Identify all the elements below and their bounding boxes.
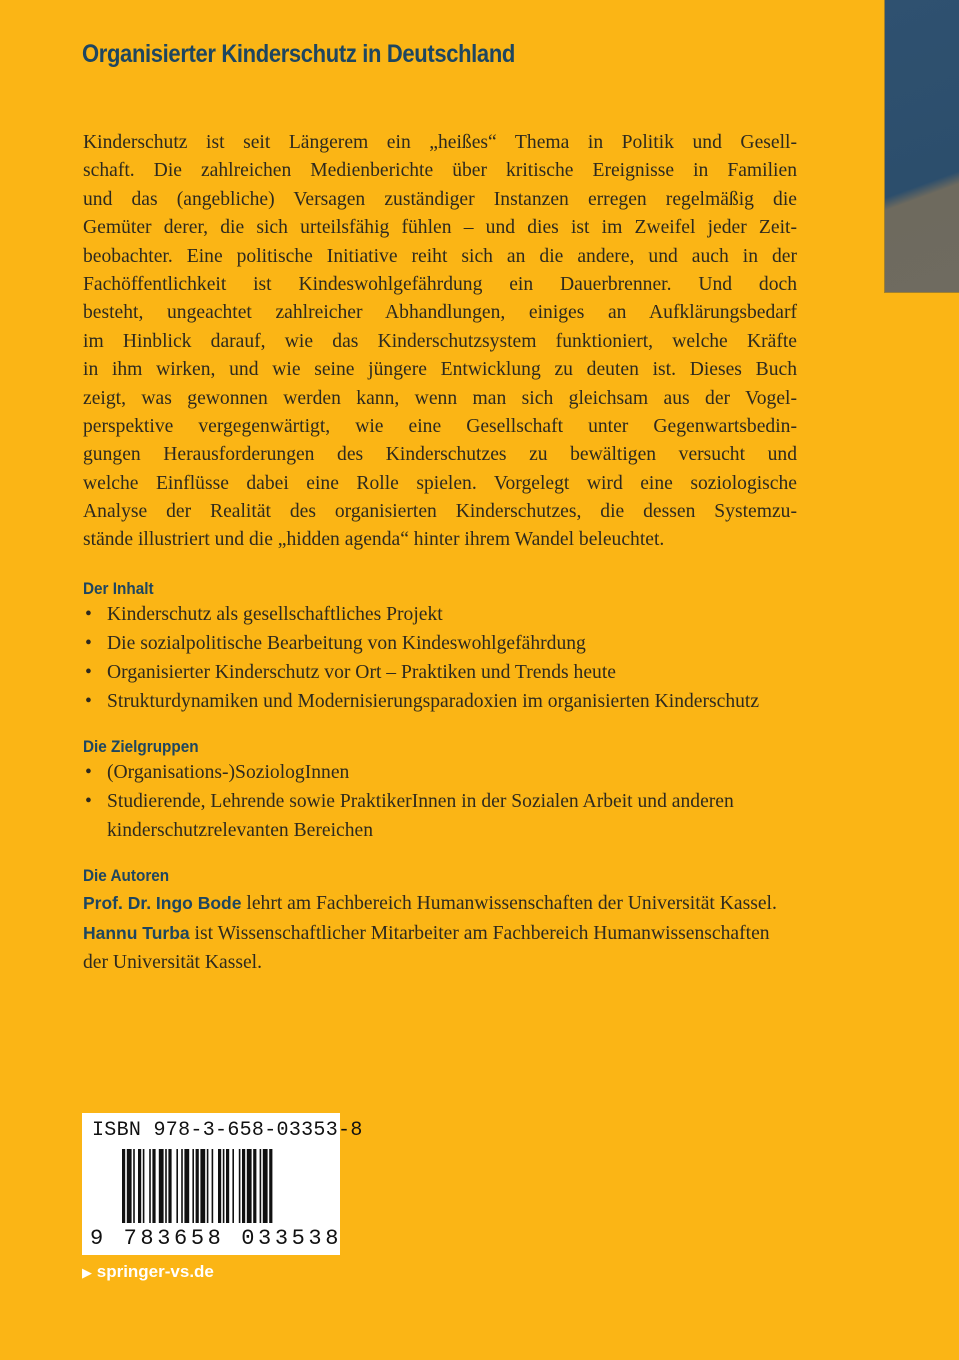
- blurb-line: stände illustriert und die „hidden agenda“ hinter ihrem Wandel beleuchtet.: [83, 529, 665, 551]
- heading-autoren: Die Autoren: [83, 866, 170, 885]
- heading-zielgruppen: Die Zielgruppen: [83, 737, 199, 756]
- list-item: • Organisierter Kinderschutz vor Ort – Praktiken und Trends heute: [85, 662, 616, 683]
- author-2: Hannu Turba ist Wissenschaftlicher Mitarbeiter am Fachbereich Humanwissenschaften der Universität Kassel.: [83, 922, 770, 973]
- blurb-line: perspektive vergegenwärtigt, wie eine Gesellschaft unter Gegenwartsbedin-: [83, 415, 797, 437]
- barcode-bar: [212, 1149, 214, 1223]
- barcode-bars: [122, 1149, 322, 1225]
- barcode-bar: [165, 1149, 167, 1223]
- barcode-bar: [159, 1149, 164, 1223]
- blurb-line: gungen Herausforderungen des Kinderschutzes zu bewältigen versucht und: [83, 444, 797, 466]
- blurb-line: in ihm wirken, und wie seine jüngere Entwicklung zu deuten ist. Dieses Buch: [83, 359, 797, 381]
- blurb-line: im Hinblick darauf, wie das Kinderschutzsystem funktioniert, welche Kräfte: [83, 330, 797, 352]
- barcode-bar: [181, 1149, 183, 1223]
- blurb-text: [83, 129, 797, 555]
- list-item: • Kinderschutz als gesellschaftliches Projekt: [85, 604, 443, 625]
- blurb-line: welche Einflüsse dabei eine Rolle spielen. Vorgelegt wird eine soziologische: [83, 472, 797, 494]
- isbn-barcode: [82, 1113, 363, 1255]
- publisher-website[interactable]: ▶ springer-vs.de: [82, 1262, 214, 1281]
- barcode-bar: [239, 1149, 241, 1223]
- barcode-bar: [263, 1149, 268, 1223]
- list-item: • Strukturdynamiken und Modernisierungsparadoxien im organisierten Kinderschutz: [85, 691, 760, 712]
- heading-inhalt: Der Inhalt: [83, 579, 154, 598]
- arrow-icon: ▶: [82, 1265, 92, 1280]
- barcode-bar: [196, 1149, 199, 1223]
- barcode-bar: [122, 1149, 125, 1223]
- blurb-line: besteht, ungeachtet zahlreicher Abhandlungen, einiges an Aufklärungsbedarf: [83, 302, 797, 324]
- barcode-bar: [260, 1149, 262, 1223]
- blurb-line: beobachter. Eine politische Initiative reiht sich an die andere, und auch in der: [83, 245, 797, 267]
- barcode-bar: [176, 1149, 178, 1223]
- isbn-text: ISBN 978-3-658-03353-8: [92, 1119, 363, 1142]
- blurb-line: Gemüter derer, die sich urteilsfähig fühlen – und dies ist im Zweifel jeder Zeit-: [83, 217, 797, 239]
- barcode-bar: [247, 1149, 252, 1223]
- barcode-bar: [184, 1149, 189, 1223]
- blurb-line: Analyse der Realität des organisierten Kinderschutzes, die dessen Systemzu-: [83, 501, 797, 523]
- author-1: Prof. Dr. Ingo Bode lehrt am Fachbereich Humanwissenschaften der Universität Kassel.: [83, 893, 777, 914]
- barcode-bar: [223, 1149, 225, 1223]
- barcode-bar: [200, 1149, 205, 1223]
- list-item: • (Organisations-)SoziologInnen: [85, 762, 350, 783]
- barcode-bar: [152, 1149, 155, 1223]
- blurb-line: zeigt, was gewonnen werden kann, wenn man sich gleichsam aus der Vogel-: [83, 387, 797, 409]
- barcode-bar: [133, 1149, 135, 1223]
- list-item: • Studierende, Lehrende sowie PraktikerInnen in der Sozialen Arbeit und anderen kinderschutzrelevanten Bereichen: [85, 791, 734, 841]
- list-item: • Die sozialpolitische Bearbeitung von Kindeswohlgefährdung: [85, 633, 586, 654]
- barcode-bar: [269, 1149, 272, 1223]
- authors-text: [83, 889, 797, 977]
- barcode-bar: [149, 1149, 151, 1223]
- zielgruppen-list: [83, 758, 797, 845]
- blurb-line: Fachöffentlichkeit ist Kindeswohlgefährdung ein Dauerbrenner. Und doch: [83, 273, 797, 295]
- details-column: [83, 575, 797, 977]
- book-title: Organisierter Kinderschutz in Deutschland: [82, 40, 516, 68]
- barcode-bar: [218, 1149, 221, 1223]
- barcode-bar: [168, 1149, 171, 1223]
- barcode-bar: [253, 1149, 256, 1223]
- inhalt-list: [83, 600, 797, 716]
- barcode-bar: [226, 1149, 229, 1223]
- blurb-line: und das (angebliche) Versagen zuständiger Instanzen erregen regelmäßig die: [83, 188, 797, 210]
- barcode-bar: [143, 1149, 145, 1223]
- barcode-bar: [138, 1149, 141, 1223]
- barcode-bar: [127, 1149, 132, 1223]
- barcode-bar: [242, 1149, 245, 1223]
- barcode-bar: [192, 1149, 194, 1223]
- blurb-line: Kinderschutz ist seit Längerem ein „heißes“ Thema in Politik und Gesell-: [83, 132, 797, 153]
- barcode-bar: [232, 1149, 234, 1223]
- blurb-line: schaft. Die zahlreichen Medienberichte über kritische Ereignisse in Familien: [83, 160, 797, 182]
- cover-corner-graphic: [884, 0, 959, 293]
- ean-digits: 9 783658 033538: [90, 1226, 343, 1251]
- barcode-bar: [207, 1149, 209, 1223]
